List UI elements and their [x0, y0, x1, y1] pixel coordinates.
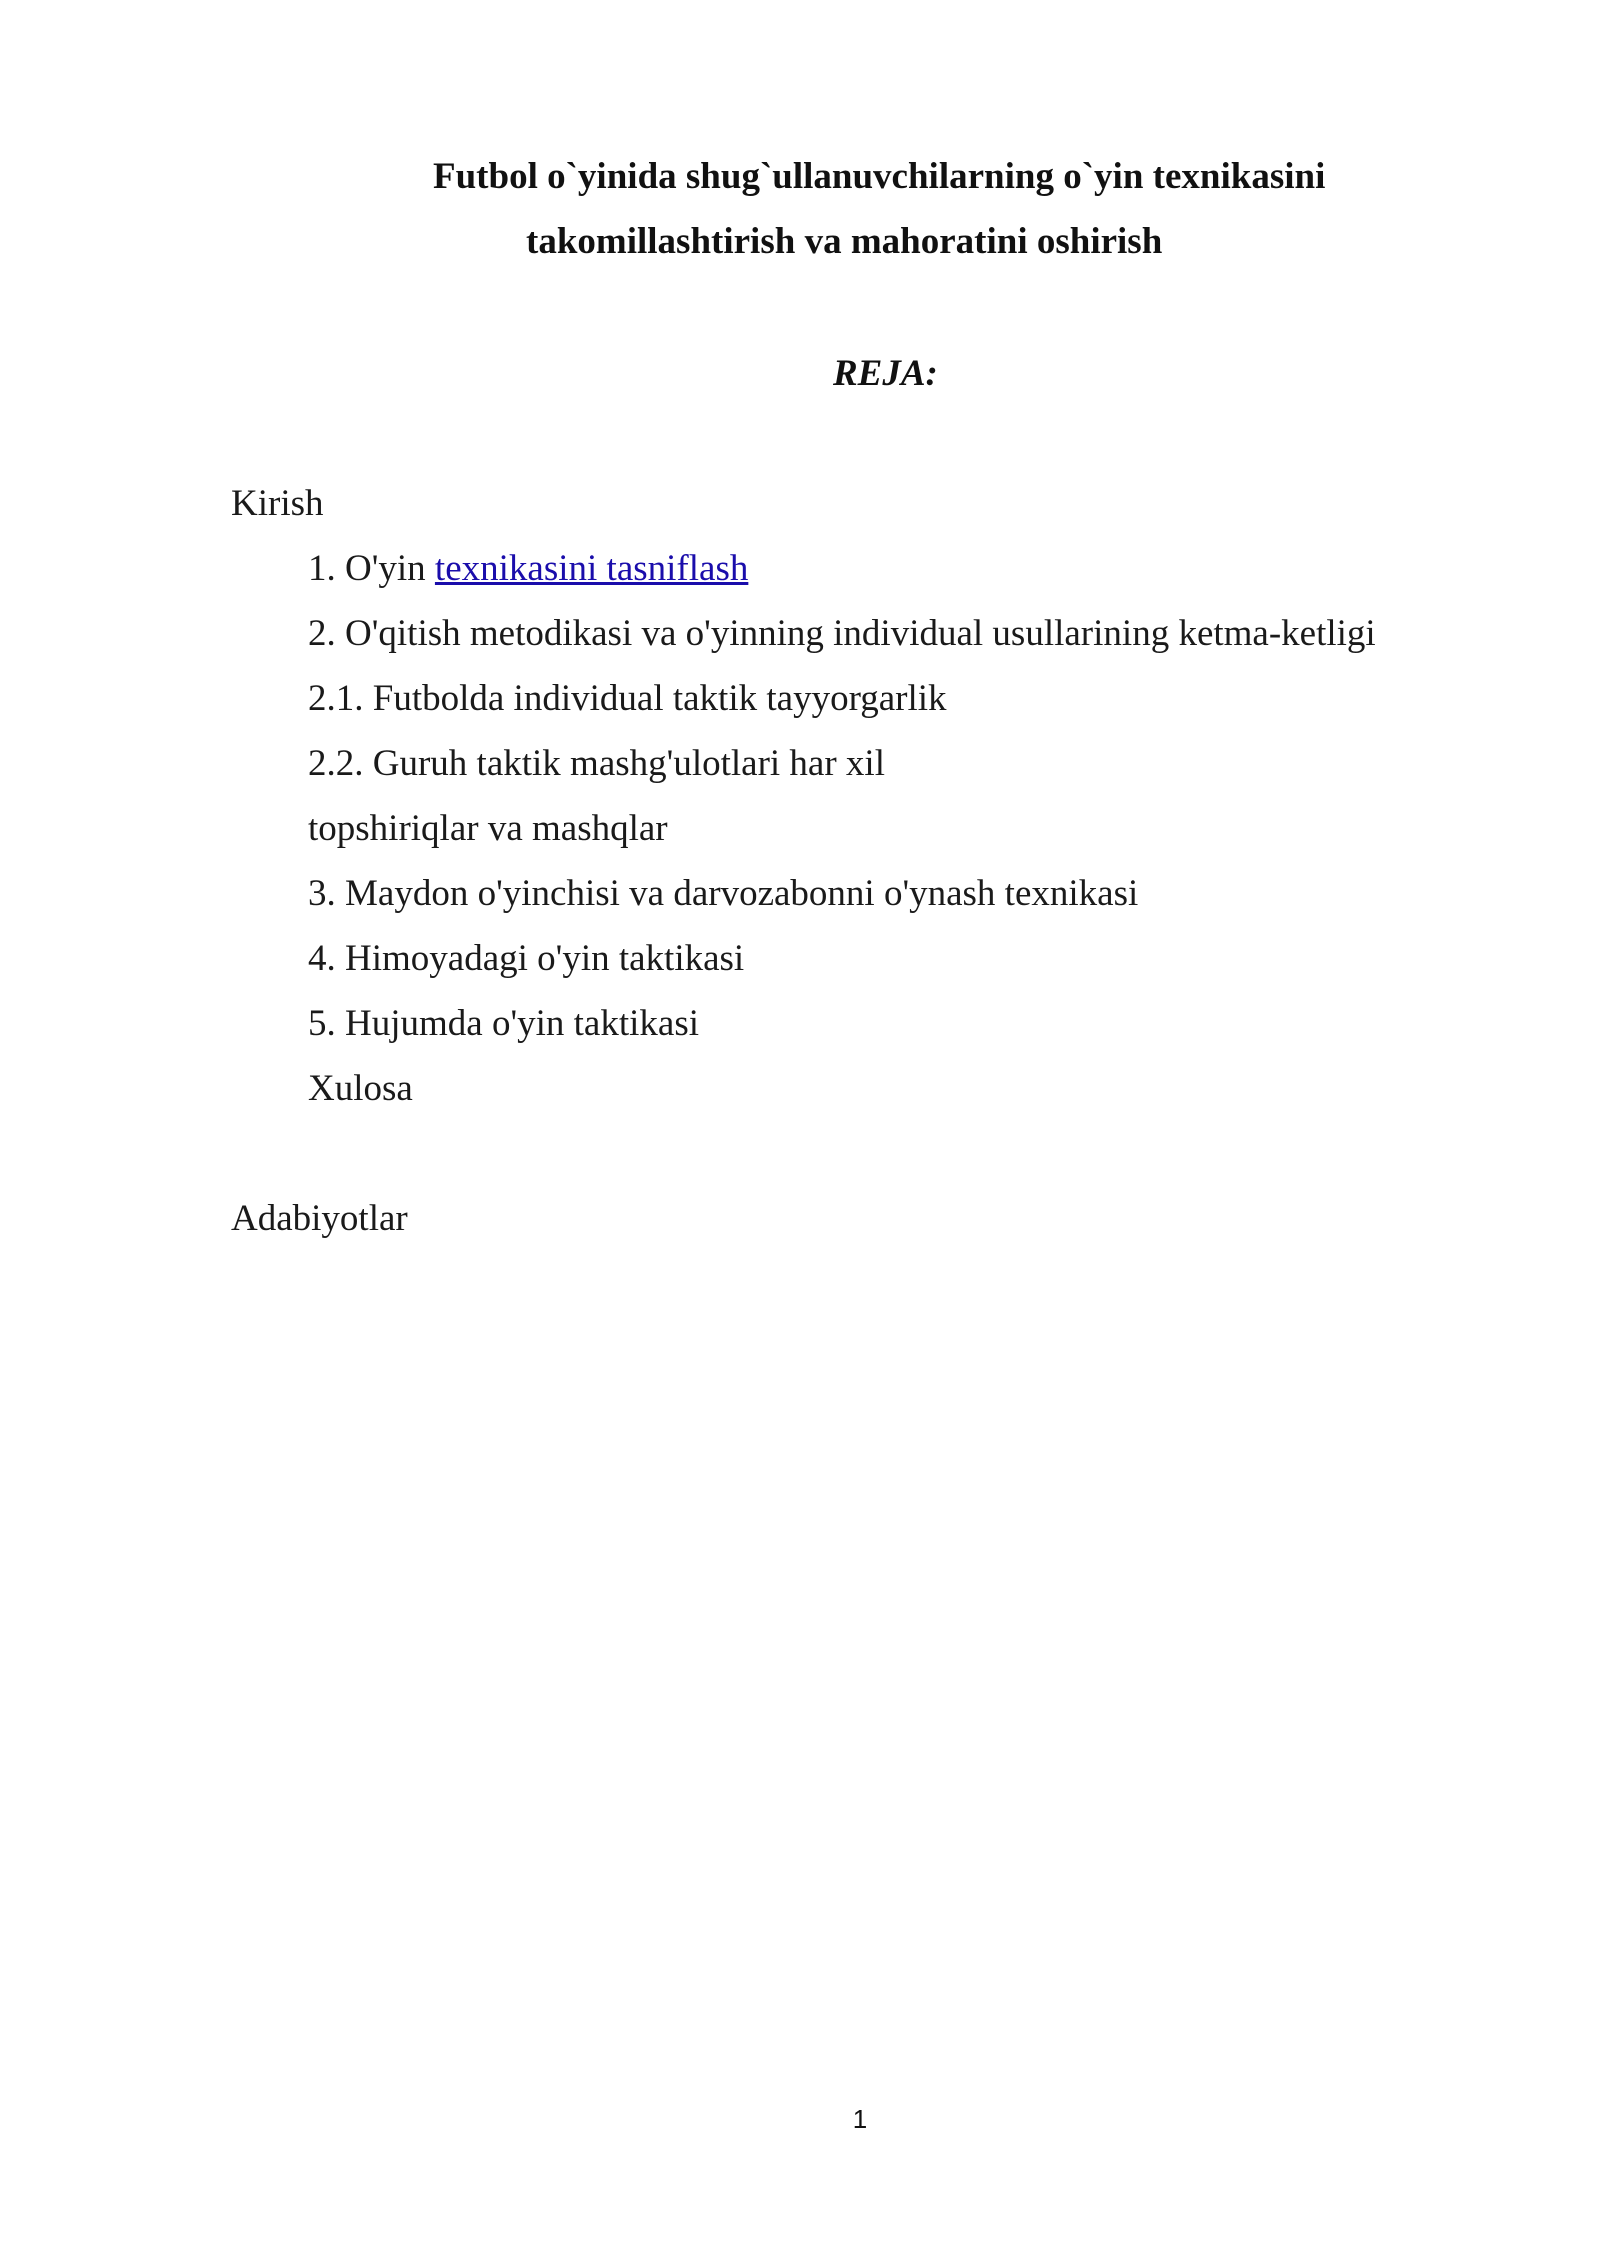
plan-item-references: Adabiyotlar [231, 1198, 408, 1239]
plan-item-conclusion: Xulosa [308, 1068, 413, 1109]
plan-item-2-1: 2.1. Futbolda individual taktik tayyorgarlik [308, 678, 947, 719]
document-title-line-2: takomillashtirish va mahoratini oshirish [526, 221, 1163, 262]
plan-item-3: 3. Maydon o'yinchisi va darvozabonni o'ynash texnikasi [308, 873, 1139, 914]
plan-heading: REJA: [833, 353, 938, 394]
plan-item-1-link[interactable]: texnikasini tasniflash [434, 548, 749, 589]
document-title-line-1: Futbol o`yinida shug`ullanuvchilarning o`yin texnikasini [433, 156, 1326, 197]
plan-item-1-prefix: 1. O'yin [308, 548, 435, 589]
page-number: 1 [852, 2104, 868, 2134]
plan-item-1 [308, 547, 748, 591]
plan-item-2: 2. O'qitish metodikasi va o'yinning individual usullarining ketma-ketligi [308, 613, 1376, 654]
plan-item-2-2-line-2: topshiriqlar va mashqlar [308, 808, 668, 849]
plan-item-intro: Kirish [231, 483, 324, 524]
plan-item-4: 4. Himoyadagi o'yin taktikasi [308, 938, 745, 979]
plan-item-2-2-line-1: 2.2. Guruh taktik mashg'ulotlari har xil [308, 743, 885, 784]
plan-item-5: 5. Hujumda o'yin taktikasi [308, 1003, 700, 1044]
